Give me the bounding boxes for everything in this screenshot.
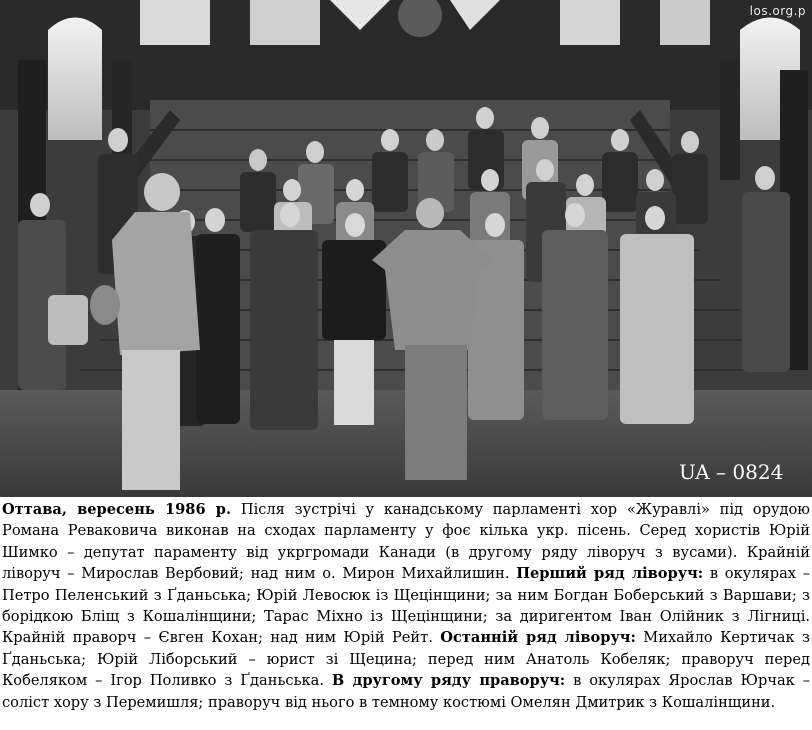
- caption-lead: Оттава, вересень 1986 р.: [2, 501, 232, 518]
- photo-caption: [2, 499, 810, 713]
- watermark: los.org.p: [749, 4, 806, 18]
- caption-first-row-label: Перший ряд ліворуч:: [516, 565, 704, 583]
- archive-code: UA – 0824: [679, 460, 784, 484]
- caption-last-row-label: Останній ряд ліворуч:: [440, 629, 636, 647]
- caption-second-row-text: в окулярах Ярослав Юрчак – соліст хору з Перемишля; праворуч від нього в темному костюмі Омелян Дмитрик з Кошалінщини.: [2, 672, 810, 711]
- caption-last-row-text: Михайло Кертичак з Ґданьська; Юрій Ліборський – юрист зі Щецина; перед ним Анатоль Кобеляк; праворуч перед Кобеляком – Ігор Поливко з Ґданьська.: [2, 629, 810, 690]
- caption-second-row-label: В другому ряду праворуч:: [331, 672, 566, 690]
- caption-first-row-text: в окулярах – Петро Пеленський з Ґданьська; Юрій Левосюк із Щецінщини; за ним Богдан Боберський з Варшави; з борідкою Бліщ з Кошалінщини; Тарас Міхно із Щецінщини; за диригентом Іван Олійник з Лігниці. Крайній праворч – Євген Кохан; над ним Юрій Рейт.: [2, 565, 810, 647]
- caption-intro-text: Після зустрічі у канадському парламенті хор «Журавлі» під орудою Романа Реваковича виконав на сходах парламенту у фоє кілька укр. пісень. Серед хористів Юрій Шимко – депутат параменту від укргромади Канади (в другому ряду ліворуч з вусами). Крайній ліворуч – Мирослав Вербовий; над ним о. Мирон Михайлишин.: [2, 501, 810, 583]
